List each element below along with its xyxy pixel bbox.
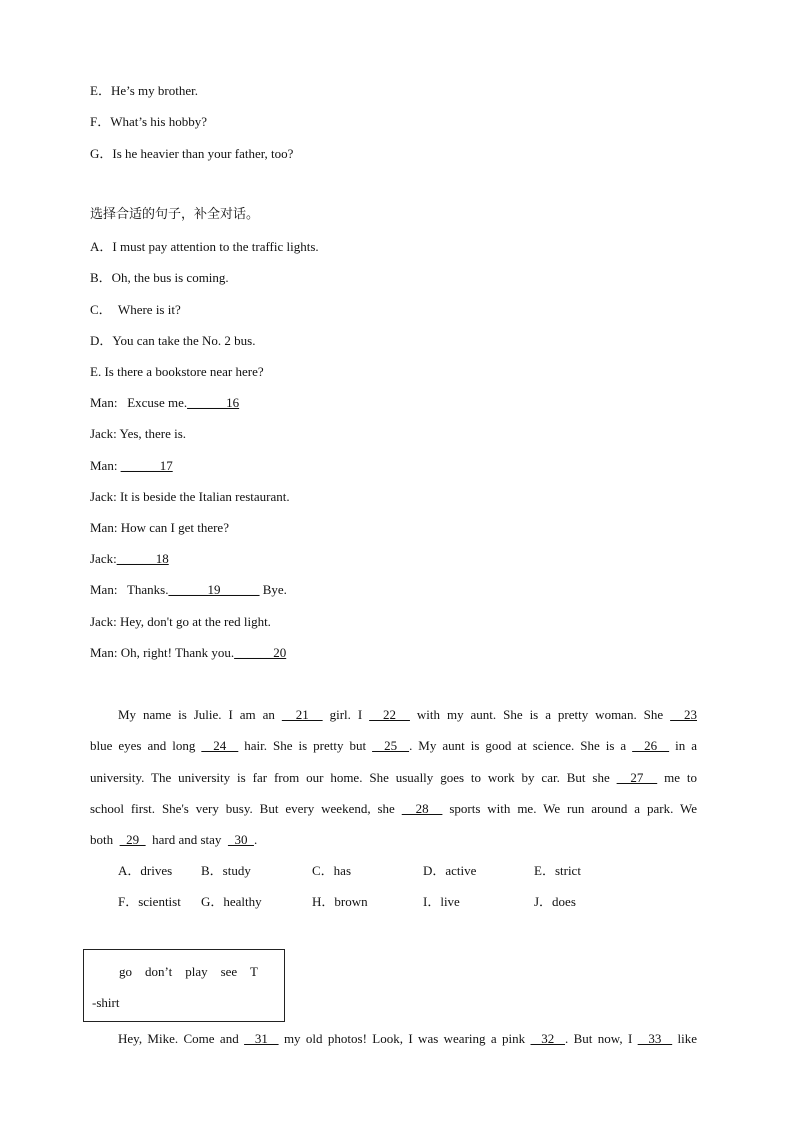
dialogue-line: Jack: It is beside the Italian restaurant. bbox=[90, 489, 290, 504]
prev-option-e: E．He’s my brother. bbox=[90, 83, 198, 98]
prev-option-f: F．What’s his hobby? bbox=[90, 114, 207, 129]
blank-29: 29 bbox=[119, 832, 146, 847]
dialogue-line: Jack: Yes, there is. bbox=[90, 426, 187, 441]
passage-text: . My aunt is good at science. She is a bbox=[409, 738, 633, 753]
section2-option-e: E. Is there a bookstore near here? bbox=[90, 364, 264, 379]
section2-option-b: B．Oh, the bus is coming. bbox=[90, 270, 229, 285]
dialogue-line: Man: How can I get there? bbox=[90, 520, 229, 535]
prev-option-g: G．Is he heavier than your father, too? bbox=[90, 146, 294, 161]
passage-text: hair. She is pretty but bbox=[238, 738, 373, 753]
dialogue-line: Jack:______18 bbox=[90, 551, 169, 566]
blank-27: 27 bbox=[616, 770, 658, 785]
section2-option-a: A．I must pay attention to the traffic lights. bbox=[90, 239, 319, 254]
blank-33: 33 bbox=[637, 1031, 673, 1046]
dialogue-line: Man: ______17 bbox=[90, 458, 173, 473]
passage-text: Hey, Mike. Come and bbox=[118, 1031, 245, 1046]
blank-22: 22 bbox=[369, 707, 410, 722]
passage-text: with my aunt. She is a pretty woman. She bbox=[409, 707, 671, 722]
passage-line bbox=[90, 801, 697, 817]
section2-option-d: D．You can take the No. 2 bus. bbox=[90, 333, 256, 348]
option-i: I．live bbox=[423, 894, 460, 909]
section2-option-c: C． Where is it? bbox=[90, 302, 181, 317]
section2-instruction: 选择合适的句子，补全对话。 bbox=[90, 207, 260, 222]
passage-text: . But now, I bbox=[565, 1031, 638, 1046]
passage-text: both bbox=[90, 832, 120, 847]
blank-18: ______18 bbox=[116, 551, 169, 566]
word-box-line1: go don’t play see T bbox=[119, 964, 258, 979]
option-h: H．brown bbox=[312, 894, 368, 909]
passage-text: in a bbox=[669, 738, 697, 753]
blank-24: 24 bbox=[201, 738, 239, 753]
option-a: A．drives bbox=[118, 863, 173, 878]
option-c: C．has bbox=[312, 863, 352, 878]
option-j: J．does bbox=[534, 894, 576, 909]
passage-text: university. The university is far from our home. She usually goes to work by car. But she bbox=[90, 770, 617, 785]
word-box-line2: -shirt bbox=[92, 995, 120, 1010]
passage-text: . bbox=[253, 832, 258, 847]
blank-17: ______17 bbox=[120, 458, 173, 473]
word-box bbox=[83, 949, 285, 1022]
passage-text: me to bbox=[657, 770, 697, 785]
blank-25: 25 bbox=[372, 738, 410, 753]
blank-31: 31 bbox=[244, 1031, 279, 1046]
option-d: D．active bbox=[423, 863, 477, 878]
passage-line bbox=[118, 707, 697, 723]
passage-text: my old photos! Look, I was wearing a pink bbox=[278, 1031, 531, 1046]
passage-line bbox=[118, 1031, 697, 1047]
option-e: E．strict bbox=[534, 863, 581, 878]
passage-text: hard and stay bbox=[145, 832, 228, 847]
option-b: B．study bbox=[201, 863, 251, 878]
passage-text: school first. She's very busy. But every weekend, she bbox=[90, 801, 402, 816]
blank-19: ______19______ bbox=[168, 582, 260, 597]
blank-23: 23 bbox=[670, 707, 698, 722]
blank-20: ______20 bbox=[234, 645, 287, 660]
option-g: G．healthy bbox=[201, 894, 262, 909]
passage-text: blue eyes and long bbox=[90, 738, 202, 753]
blank-16: ______16 bbox=[187, 395, 240, 410]
passage-line bbox=[90, 738, 697, 754]
passage-text: sports with me. We run around a park. We bbox=[442, 801, 697, 816]
dialogue-line: Man: Excuse me.______16 bbox=[90, 395, 240, 410]
passage-text: My name is Julie. I am an bbox=[118, 707, 282, 722]
option-f: F．scientist bbox=[118, 894, 181, 909]
dialogue-line: Man: Thanks.______19______ Bye. bbox=[90, 582, 287, 597]
passage-text: like bbox=[672, 1031, 698, 1046]
passage-text: girl. I bbox=[322, 707, 370, 722]
blank-28: 28 bbox=[401, 801, 443, 816]
blank-32: 32 bbox=[530, 1031, 566, 1046]
blank-26: 26 bbox=[632, 738, 670, 753]
dialogue-line: Man: Oh, right! Thank you.______20 bbox=[90, 645, 287, 660]
blank-21: 21 bbox=[281, 707, 323, 722]
passage-line bbox=[90, 770, 697, 786]
dialogue-line: Jack: Hey, don't go at the red light. bbox=[90, 614, 271, 629]
passage-line bbox=[90, 832, 257, 848]
blank-30: 30 bbox=[227, 832, 254, 847]
